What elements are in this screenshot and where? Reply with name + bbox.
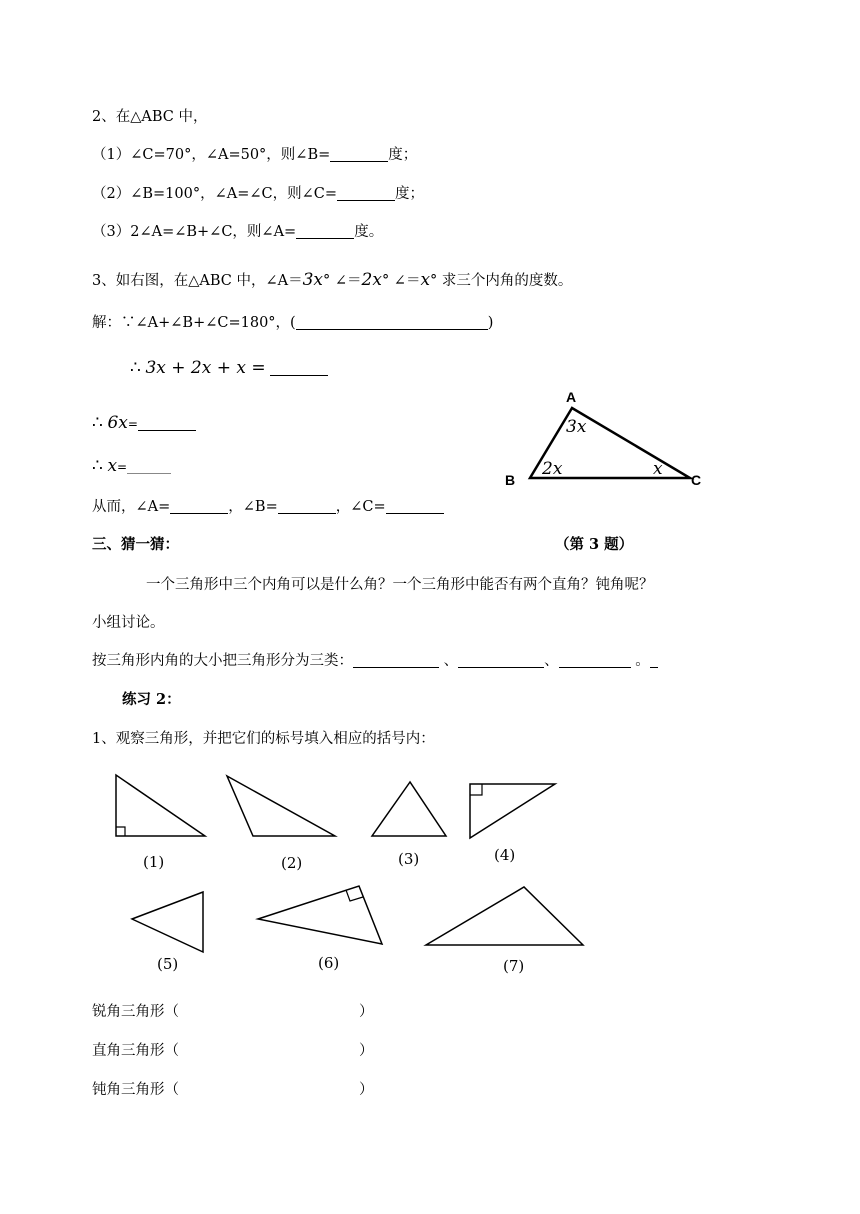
q3-angle-b-label: 2x xyxy=(542,459,563,479)
q3-statement xyxy=(92,270,572,291)
triangle-label-1: (1) xyxy=(143,853,165,871)
q3-eq1-text: 3x + 2x + x = xyxy=(145,358,266,378)
classify-sep2: 、 xyxy=(544,653,559,669)
q3-figure-caption: （第 3 题） xyxy=(555,536,634,553)
section3-heading: 三、猜一猜： xyxy=(92,536,179,553)
practice2-q1: 1、观察三角形，并把它们的标号填入相应的括号内： xyxy=(92,731,435,747)
answer-obtuse-label: 钝角三角形（ xyxy=(92,1082,179,1098)
practice2-heading: 练习 2： xyxy=(122,691,181,708)
q3-result xyxy=(92,497,444,517)
q3-eq3 xyxy=(92,456,171,477)
q2-part1-end: 度； xyxy=(388,147,418,163)
q3-solution-lead xyxy=(92,313,493,333)
q3-result-c: ，∠C= xyxy=(335,499,386,515)
q3-c-expr: x xyxy=(420,270,431,290)
triangle-4 xyxy=(470,784,555,838)
answer-acute-label: 锐角三角形（ xyxy=(92,1004,179,1020)
triangle-1 xyxy=(116,775,205,836)
answer-obtuse xyxy=(92,1080,374,1100)
q2-part1 xyxy=(92,145,417,165)
section3-para2: 小组讨论。 xyxy=(92,615,165,631)
q3-angle2: ∠＝ xyxy=(334,273,362,289)
q3-eq2-blank[interactable] xyxy=(138,415,196,431)
q3-result-b: ，∠B= xyxy=(228,499,278,515)
triangle-label-2: (2) xyxy=(281,854,303,872)
q3-eq1-blank[interactable] xyxy=(270,360,328,376)
q2-part1-text: （1）∠C=70°，∠A=50°，则∠B= xyxy=(92,147,331,163)
q2-part3-end: 度。 xyxy=(354,224,384,240)
q3-deg2: ° xyxy=(381,273,390,289)
q3-b-expr: 2x xyxy=(361,270,382,290)
q3-angle-c-label: x xyxy=(653,459,663,479)
q2-part3-blank[interactable] xyxy=(296,223,354,239)
q3-eq3-eq: = xyxy=(117,460,128,474)
classify-end: 。 xyxy=(635,653,650,669)
classify-trailing-mark xyxy=(650,652,658,668)
classify-blank-2[interactable] xyxy=(458,652,544,668)
q3-triangle xyxy=(530,408,690,478)
q3-reason-blank[interactable] xyxy=(296,314,488,330)
classify-sep1: 、 xyxy=(443,653,459,669)
triangle-label-6: (6) xyxy=(318,954,340,972)
q2-part3-text: （3）2∠A=∠B+∠C，则∠A= xyxy=(92,224,297,240)
q3-therefore-1: ∴ xyxy=(130,358,141,378)
q2-part2-blank[interactable] xyxy=(337,185,395,201)
q3-result-b-blank[interactable] xyxy=(278,498,336,514)
q3-eq3-blank[interactable] xyxy=(127,458,171,474)
triangle-2 xyxy=(227,776,335,836)
triangle-3 xyxy=(372,782,446,836)
triangle-label-3: (3) xyxy=(398,850,420,868)
section3-classify xyxy=(92,651,658,671)
q3-eq2-eq: = xyxy=(127,417,138,431)
q3-sol-text: 解：∵∠A+∠B+∠C=180°，( xyxy=(92,315,296,331)
q2-part1-blank[interactable] xyxy=(330,146,388,162)
q3-vertex-c: C xyxy=(691,472,702,488)
q3-vertex-a: A xyxy=(566,389,577,405)
q3-result-c-blank[interactable] xyxy=(386,498,444,514)
q2-part2-text: （2）∠B=100°，∠A=∠C，则∠C= xyxy=(92,186,338,202)
q2-part2 xyxy=(92,184,424,204)
q2-part3 xyxy=(92,222,383,242)
q3-eq2-lhs: 6x xyxy=(107,413,128,433)
triangle-label-7: (7) xyxy=(503,957,525,975)
classify-lead: 按三角形内角的大小把三角形分为三类： xyxy=(92,653,353,669)
classify-blank-3[interactable] xyxy=(559,652,631,668)
answer-obtuse-close: ） xyxy=(359,1082,374,1098)
answer-acute-close: ） xyxy=(359,1004,374,1020)
triangle-label-4: (4) xyxy=(494,846,516,864)
q3-angle3: ∠＝ xyxy=(393,273,421,289)
triangle-label-5: (5) xyxy=(157,955,179,973)
triangle-7 xyxy=(426,887,583,945)
q2-title: 2、在△ABC 中， xyxy=(92,109,208,125)
q3-eq2 xyxy=(92,413,196,434)
triangle-6 xyxy=(258,886,382,944)
q3-a-expr: 3x xyxy=(302,270,324,290)
q2-part2-end: 度； xyxy=(395,186,425,202)
q3-eq1 xyxy=(130,358,328,379)
q3-deg1: ° xyxy=(323,273,331,289)
q3-result-a-blank[interactable] xyxy=(170,498,228,514)
answer-acute xyxy=(92,1002,374,1022)
q3-result-lead: 从而，∠A= xyxy=(92,499,171,515)
q3-angle-a-label: 3x xyxy=(566,417,587,437)
classify-blank-1[interactable] xyxy=(353,652,439,668)
q3-therefore-2: ∴ xyxy=(92,413,103,433)
q3-sol-close: ) xyxy=(487,315,494,331)
answer-right-label: 直角三角形（ xyxy=(92,1043,179,1059)
q3-therefore-3: ∴ xyxy=(92,456,103,476)
answer-right xyxy=(92,1041,374,1061)
q3-deg3: ° xyxy=(430,273,438,289)
q3-vertex-b: B xyxy=(505,472,516,488)
q3-lead: 3、如右图，在△ABC 中，∠A＝ xyxy=(92,273,303,289)
q3-tail: 求三个内角的度数。 xyxy=(441,273,573,289)
triangle-5 xyxy=(132,892,203,952)
section3-para1: 一个三角形中三个内角可以是什么角？一个三角形中能否有两个直角？钝角呢？ xyxy=(146,577,654,593)
answer-right-close: ） xyxy=(359,1043,374,1059)
q3-eq3-lhs: x xyxy=(107,456,118,476)
